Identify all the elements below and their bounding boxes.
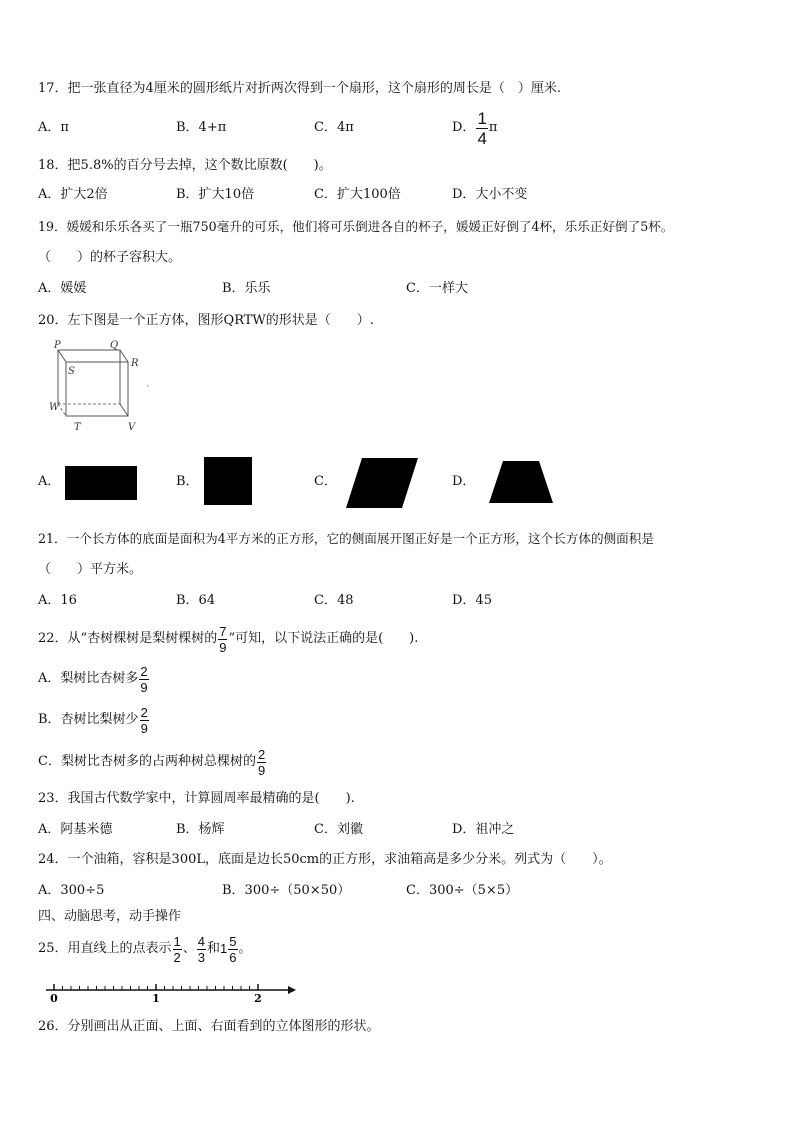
q21-stem-line2: （ ）平方米。 (38, 562, 143, 577)
q23-stem: 23．我国古代数学家中，计算圆周率最精确的是( ). (38, 791, 355, 806)
q25-fraction-2 (197, 935, 206, 964)
number-line-ticks (54, 984, 258, 990)
q23-option-b[interactable]: B．杨辉 (176, 822, 225, 837)
q20-option-a-rectangle[interactable] (65, 466, 137, 500)
q18-option-a[interactable]: A．扩大2倍 (38, 187, 108, 202)
number-line-label-1: 1 (152, 992, 160, 1005)
q18-option-b[interactable]: B．扩大10倍 (176, 187, 255, 202)
q22-option-b-numerator: 2 (140, 704, 148, 720)
q17-stem: 17．把一张直径为4厘米的圆形纸片对折两次得到一个扇形，这个扇形的周长是（ ）厘米. (38, 81, 561, 96)
q25-fraction-1-denominator: 2 (173, 949, 181, 965)
q22-option-a[interactable] (38, 659, 150, 699)
q22-stem-suffix: ”可知，以下说法正确的是( ). (228, 631, 419, 646)
q25-fraction-1 (173, 935, 182, 964)
q25-mixed-numerator: 5 (229, 933, 237, 949)
q25-number-line[interactable] (40, 980, 296, 1008)
cube-edge (120, 404, 128, 416)
q18-option-c[interactable]: C．扩大100倍 (314, 187, 401, 202)
q17-option-d-suffix: π (488, 120, 498, 135)
q18-option-d[interactable]: D．大小不变 (452, 187, 528, 202)
q25-stem (38, 928, 252, 970)
q22-option-b[interactable] (38, 700, 150, 740)
q25-separator-2: 和 (207, 941, 221, 956)
number-line-label-0: 0 (50, 992, 58, 1005)
q20-option-a-label[interactable]: A． (38, 474, 61, 489)
q22-option-a-fraction (139, 665, 148, 694)
q25-stem-prefix: 25．用直线上的点表示 (38, 941, 172, 956)
q18-stem: 18．把5.8%的百分号去掉，这个数比原数( )。 (38, 158, 332, 173)
q19-stem-line1: 19．媛媛和乐乐各买了一瓶750毫升的可乐，他们将可乐倒进各自的杯子，媛媛正好倒了4杯，乐乐正好倒了5杯。 (38, 219, 674, 234)
q22-stem-fraction (218, 625, 227, 654)
q22-option-b-denominator: 9 (140, 720, 148, 736)
cube-front-face (66, 362, 128, 416)
cube-label-r: R (131, 358, 139, 369)
q22-option-a-numerator: 2 (140, 663, 148, 679)
q22-stem (38, 619, 418, 659)
q21-option-a[interactable]: A．16 (38, 593, 77, 608)
q19-option-c[interactable]: C．一样大 (406, 281, 468, 296)
q25-mixed-number (220, 935, 238, 964)
number-line-label-2: 2 (254, 992, 262, 1005)
q22-option-c-denominator: 9 (257, 762, 266, 778)
q20-option-d-trapezoid[interactable] (489, 461, 553, 503)
q24-option-c[interactable]: C．300÷（5×5） (406, 883, 519, 898)
q24-option-a[interactable]: A．300÷5 (38, 883, 105, 898)
q22-option-b-fraction (140, 706, 149, 735)
q20-option-c-label[interactable]: C． (314, 474, 337, 489)
q20-option-b-label[interactable]: B． (176, 474, 199, 489)
q21-option-d[interactable]: D．45 (452, 593, 492, 608)
q17-option-d[interactable] (452, 108, 497, 148)
q20-option-c-parallelogram[interactable] (346, 458, 418, 508)
cube-label-q: Q (110, 340, 119, 351)
q22-stem-denominator: 9 (219, 639, 227, 655)
q25-stem-suffix: 。 (238, 941, 252, 956)
q20-option-b-square[interactable] (204, 457, 252, 505)
cube-label-w: W (49, 402, 60, 413)
q17-option-d-prefix: D． (452, 120, 476, 135)
q17-option-b[interactable]: B．4+π (176, 120, 227, 135)
q21-option-b[interactable]: B．64 (176, 593, 216, 608)
q22-option-a-text: A．梨树比杏树多 (38, 671, 139, 686)
cube-edge (58, 350, 66, 362)
q25-fraction-2-denominator: 3 (197, 949, 206, 965)
q17-option-d-fraction (476, 110, 487, 147)
q17-option-d-denominator: 4 (477, 128, 487, 148)
q21-option-c[interactable]: C．48 (314, 593, 354, 608)
q24-option-b[interactable]: B．300÷（50×50） (222, 883, 351, 898)
q22-option-c[interactable] (38, 742, 267, 782)
cube-label-p: P (54, 340, 61, 351)
q25-separator-1: 、 (182, 941, 196, 956)
q25-fraction-2-numerator: 4 (197, 933, 206, 949)
q25-mixed-fraction (228, 935, 237, 964)
q22-option-b-text: B．杏树比梨树少 (38, 712, 139, 727)
q19-stem-line2: （ ）的杯子容积大。 (38, 250, 182, 265)
q20-cube-figure (46, 338, 166, 438)
q26-stem: 26．分别画出从正面、上面、右面看到的立体图形的形状。 (38, 1019, 380, 1034)
q22-option-c-fraction (257, 748, 266, 777)
q23-option-d[interactable]: D．祖冲之 (452, 822, 515, 837)
q24-stem: 24．一个油箱，容积是300L，底面是边长50cm的正方形，求油箱高是多少分米。列式为（ ）。 (38, 852, 612, 867)
cube-label-v: V (128, 422, 136, 433)
q20-stem: 20．左下图是一个正方体，图形QRTW的形状是（ ）. (38, 313, 374, 328)
section-4-title: 四、动脑思考，动手操作 (38, 909, 182, 924)
q23-option-a[interactable]: A．阿基米德 (38, 822, 113, 837)
q22-stem-numerator: 7 (219, 623, 227, 639)
cube-edge (120, 350, 128, 362)
cube-mark: 、 (146, 379, 156, 389)
cube-back-face (58, 350, 120, 404)
q19-option-b[interactable]: B．乐乐 (222, 281, 271, 296)
q22-option-c-text: C．梨树比杏树多的占两种树总棵树的 (38, 754, 256, 769)
q22-stem-prefix: 22．从“杏树棵树是梨树棵树的 (38, 631, 218, 646)
cube-label-s: S (68, 366, 75, 377)
q19-option-a[interactable]: A．媛媛 (38, 281, 87, 296)
q25-fraction-1-numerator: 1 (173, 933, 181, 949)
q23-option-c[interactable]: C．刘徽 (314, 822, 363, 837)
q25-mixed-whole: 1 (220, 941, 228, 956)
q25-mixed-denominator: 6 (229, 949, 237, 965)
q17-option-d-numerator: 1 (477, 108, 487, 128)
number-line-arrow (288, 986, 296, 994)
q17-option-c[interactable]: C．4π (314, 120, 354, 135)
q22-option-c-numerator: 2 (257, 746, 266, 762)
q20-option-d-label[interactable]: D． (452, 474, 476, 489)
q21-stem-line1: 21．一个长方体的底面是面积为4平方米的正方形，它的侧面展开图正好是一个正方形，这个长方体的侧面积是 (38, 531, 654, 546)
cube-label-t: T (74, 422, 81, 433)
q17-option-a[interactable]: A．π (38, 120, 69, 135)
q22-option-a-denominator: 9 (140, 679, 148, 695)
